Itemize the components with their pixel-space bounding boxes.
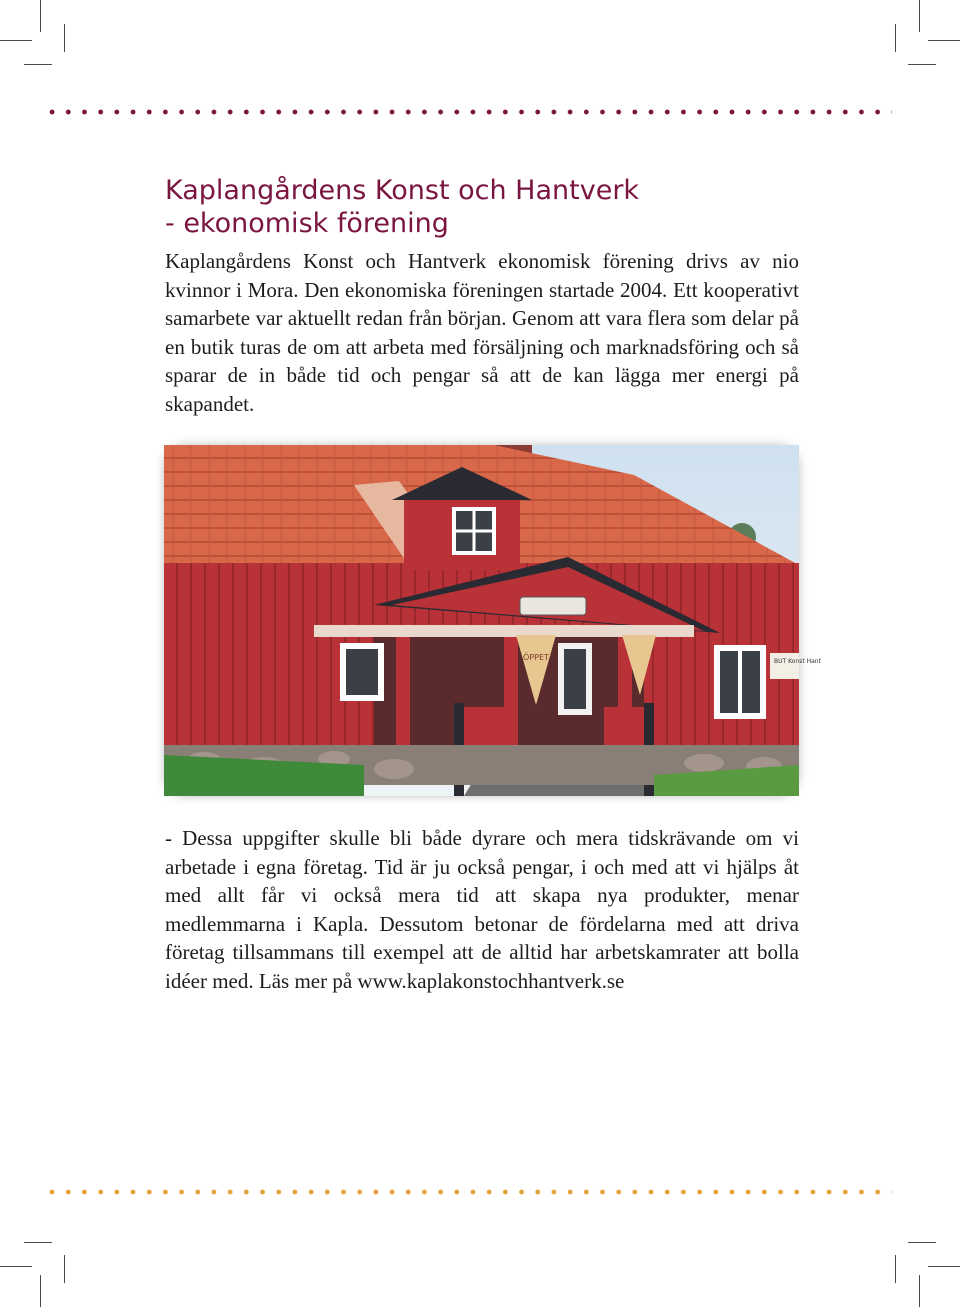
page-title: [165, 174, 805, 240]
crop-mark: [0, 40, 32, 41]
crop-mark: [64, 1255, 65, 1283]
crop-mark: [928, 40, 960, 41]
quote-paragraph: - Dessa uppgifter skulle bli både dyrare och mera tidskrävande om vi arbetade i egna företag. Tid är ju också pengar, i och med att vi hjälps åt med allt får vi också mera tid att skapa nya produkter, menar medlemmarna i Kapla. Dessutom betonar de fördelarna med att driva företag tillsammans till exempel att de alltid har arbetskamrater att bolla idéer med. Läs mer på www.kaplakonstochhantverk.se: [165, 826, 799, 993]
crop-mark: [895, 1255, 896, 1283]
title-line-1: Kaplangårdens Konst och Hantverk: [165, 175, 640, 206]
intro-paragraph: Kaplangårdens Konst och Hantverk ekonomisk förening drivs av nio kvinnor i Mora. Den ekonomiska föreningen startade 2004. Ett kooperativt samarbete var aktuellt redan från början. Genom att vara flera som delar på en butik turas de om att arbeta med försäljning och marknadsföring och så sparar de in både tid och pengar så att de kan lägga mer energi på skapandet.: [165, 249, 799, 416]
crop-mark: [24, 1242, 52, 1243]
crop-mark: [919, 1275, 920, 1307]
crop-mark: [919, 0, 920, 32]
crop-mark: [64, 24, 65, 52]
crop-mark: [895, 24, 896, 52]
pennant-text: ÖPPET: [523, 653, 549, 662]
crop-mark: [908, 1242, 936, 1243]
shop-sign-text: BUT Konst Hant: [774, 658, 821, 665]
house-photo: [164, 445, 821, 796]
title-line-2: - ekonomisk förening: [165, 208, 449, 239]
crop-mark: [40, 1275, 41, 1307]
crop-mark: [0, 1266, 32, 1267]
crop-mark: [24, 64, 52, 65]
crop-mark: [908, 64, 936, 65]
crop-mark: [40, 0, 41, 32]
crop-mark: [928, 1266, 960, 1267]
top-dotted-divider: [44, 108, 892, 116]
bottom-dotted-divider: [44, 1188, 892, 1196]
